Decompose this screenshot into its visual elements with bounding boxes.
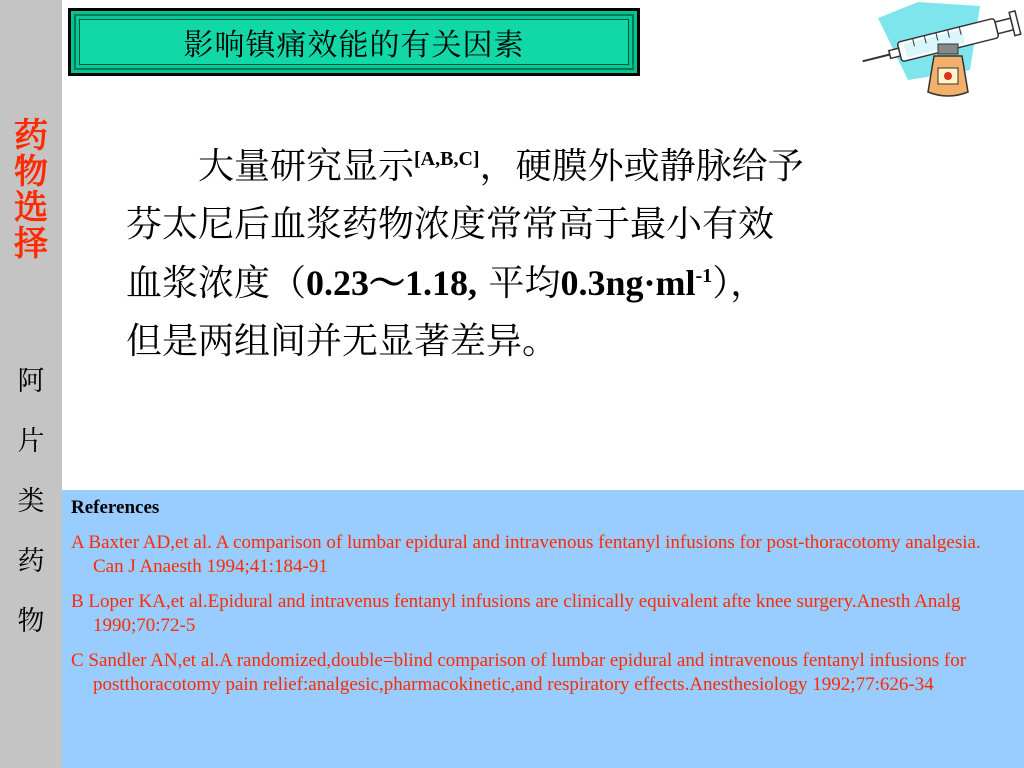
sidebar-section-title: [0, 118, 62, 262]
sidebar-subtitle-char: 药: [17, 546, 45, 577]
line3-average-label: 平均: [477, 263, 561, 304]
slide-title-panel: [79, 19, 629, 65]
line3-end: ），: [712, 263, 767, 304]
paragraph-line: [126, 138, 972, 196]
sidebar-subtitle-char: 片: [17, 426, 45, 457]
citation-marker: [A,B,C]: [414, 148, 480, 170]
left-sidebar: [0, 0, 62, 768]
line1-continuation: ，硬膜外或静脉给予: [479, 146, 804, 187]
sidebar-title-char: 药: [14, 116, 48, 156]
reference-item: A Baxter AD,et al. A comparison of lumbar epidural and intravenous fentanyl infusions for post-thoracotomy analgesia. Can J Anaesth 1994;41:184-91: [71, 532, 981, 577]
sidebar-title-char: 选: [14, 188, 48, 228]
paragraph-line: [126, 254, 972, 313]
sidebar-topic-label: [0, 352, 62, 652]
sidebar-title-char: 择: [14, 224, 48, 264]
sidebar-subtitle-char: 阿: [17, 366, 45, 397]
sidebar-subtitle-char: 物: [17, 606, 45, 637]
references-heading: References: [71, 497, 160, 518]
average-concentration: 0.3ng·ml: [560, 263, 696, 303]
reference-item: C Sandler AN,et al.A randomized,double=blind comparison of lumbar epidural and intravenous fentanyl infusions for postthoracotomy pain relief:analgesic,pharmacokinetic,and respiratory effects.Anesthesiology 1992;77:626-34: [71, 650, 967, 695]
sidebar-title-char: 物: [14, 152, 48, 192]
concentration-range: 0.23～1.18,: [306, 263, 478, 303]
main-paragraph: [126, 138, 972, 371]
line3-text: 血浆浓度（: [126, 263, 307, 304]
references-panel: [62, 490, 1024, 768]
slide-title-box: [68, 8, 640, 76]
paragraph-line: 芬太尼后血浆药物浓度常常高于最小有效: [126, 204, 775, 245]
paragraph-line: 但是两组间并无显著差异。: [126, 321, 559, 362]
slide-title: 影响镇痛效能的有关因素: [183, 28, 525, 63]
line1-text: 大量研究显示: [198, 146, 415, 187]
syringe-and-vial-icon: [858, 0, 1024, 100]
reference-item: B Loper KA,et al.Epidural and intravenus fentanyl infusions are clinically equivalent afte knee surgery.Anesth Analg 1990;70:72-5: [71, 591, 961, 636]
unit-exponent: -1: [695, 265, 713, 287]
sidebar-subtitle-char: 类: [17, 486, 45, 517]
